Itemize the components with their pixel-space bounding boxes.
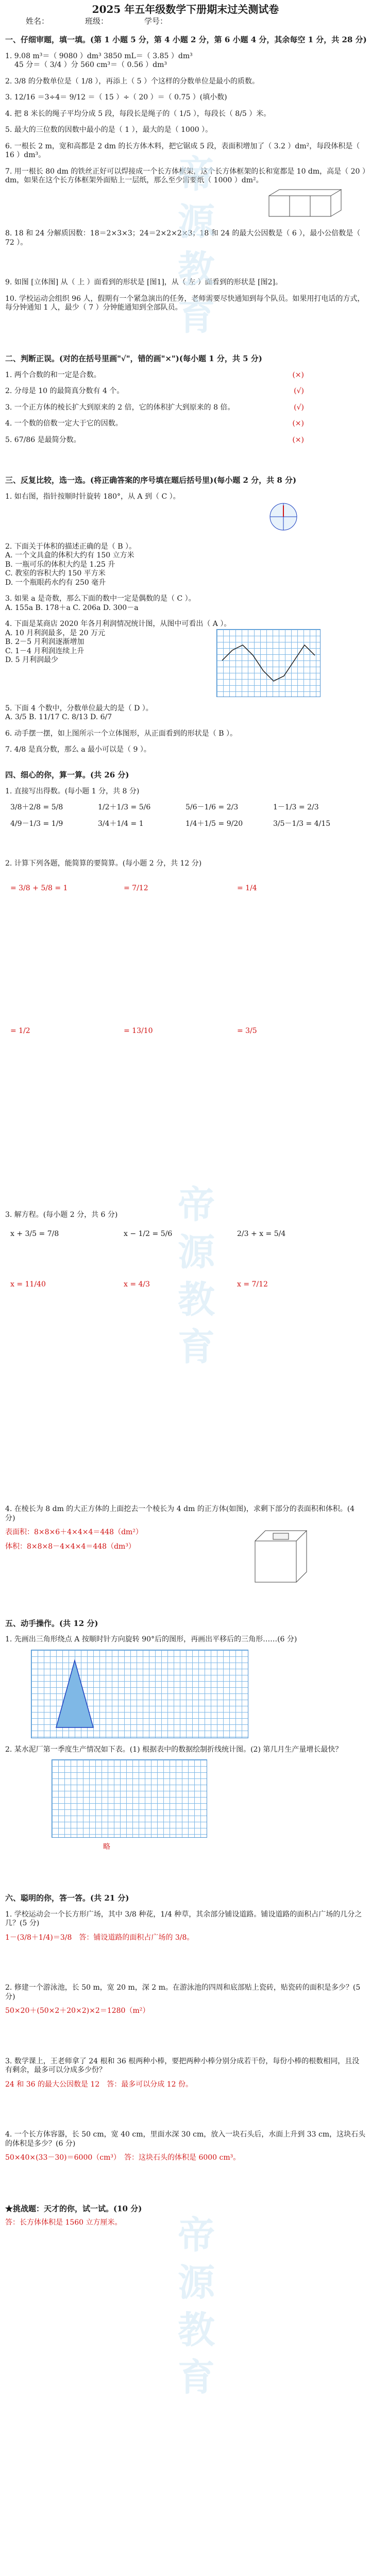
- answer: 表面积：8×8×6＋4×4×4＝448（dm²）: [5, 1528, 143, 1536]
- section-3-title: 三、反复比较，选一选。(将正确答案的序号填在题后括号里)(每小题 2 分，共 8 分): [5, 476, 297, 485]
- option: A. 155a B. 178＋a C. 206a D. 300－a: [5, 603, 139, 612]
- option: A. 10 月利润最多，是 20 万元: [5, 629, 105, 637]
- answer: 50×40×(33－30)＝6000（cm³） 答：这块石头的体积是 6000 cm³。: [5, 2154, 241, 2162]
- true-false-item: [0, 419, 371, 429]
- calc-item: 1/4＋1/5 = 9/20: [185, 819, 243, 828]
- calc-item: 3/5－1/3 = 4/15: [273, 819, 331, 828]
- question: 5. 最大的三位数的因数中最小的是（ 1 ），最大的是（ 1000 ）。: [5, 126, 213, 134]
- item-answer: (√): [294, 403, 304, 412]
- answer: 24 和 36 的最大公因数是 12 答：最多可以分成 12 份。: [5, 2080, 193, 2089]
- id-label: 学号：: [144, 16, 168, 26]
- subsection-title: 2. 计算下列各题，能简算的要简算。(每小题 2 分，共 12 分): [5, 859, 202, 868]
- item-text: 3. 一个正方体的棱长扩大到原来的 2 倍，它的体积扩大到原来的 8 倍。: [5, 403, 235, 412]
- item-text: 5. 67/86 是最简分数。: [5, 435, 81, 444]
- section-1-title: 一、仔细审题，填一填。(第 1 小题 5 分，第 4 小题 2 分，第 6 小题 4 分，其余每空 1 分，共 28 分): [5, 35, 367, 44]
- question: 3. 如果 a 是奇数，那么下面的数中一定是偶数的是（ C ）。: [5, 595, 196, 603]
- item-answer: (×): [292, 419, 304, 428]
- profit-line-chart: [216, 629, 321, 697]
- calc-work: = 3/8 + 5/8 = 1 = 7/12 = 1/4: [10, 884, 257, 892]
- calc-row: [0, 803, 371, 812]
- rotation-grid: [0, 1650, 371, 1738]
- question: 3. 数学课上，王老师拿了 24 根和 36 根两种小棒，要把两种小棒分别分成若干份，每份小棒的根数相同，且没有剩余，最多可以分成多少份？: [5, 2057, 360, 2074]
- equation-answers: x = 11/40 x = 4/3 x = 7/12: [10, 1280, 268, 1289]
- question: 7. 用一根长 80 dm 的铁丝正好可以焊接成一个长方体框架，这个长方体框架的长和宽都是 10 dm，高是（ 20 ）dm，如果在这个长方体框架外面贴上一层纸，那么至少需要纸（ 1000 ）dm²。: [5, 167, 366, 185]
- option: B. 2－5 月利润逐渐增加: [5, 638, 85, 647]
- answer: 答：长方体体积是 1560 立方厘米。: [5, 2218, 122, 2227]
- answer: 略: [103, 1843, 110, 1852]
- calc-item: 4/9－1/3 = 1/9: [10, 819, 63, 828]
- item-answer: (×): [292, 435, 304, 444]
- question: 10. 学校运动会组织 96 人，假期有一个紧急演出的任务，老师需要尽快通知到每个队员。如果用打电话的方式，每分钟通知 1 人，最少（ 7 ）分钟能通知到全部队员。: [5, 294, 365, 312]
- question: 3. 12/16 ＝3÷4＝ 9/12 ＝（ 15 ）÷（ 20 ）＝（ 0.75 ）(填小数): [5, 93, 227, 102]
- subsection-title: 3. 解方程。(每小题 2 分，共 6 分): [5, 1210, 118, 1219]
- question: 4. 一个长方体容器，长 50 cm，宽 40 cm，里面水深 30 cm，放入一块石头后，水面上升到 33 cm，这块石头的体积是多少？(6 分): [5, 2130, 366, 2148]
- question: 6. 动手摆一摆，如上图所示一个立体图形，从正面看到的形状是（ B ）。: [5, 729, 237, 738]
- question: 2. 修建一个游泳池，长 50 m，宽 20 m，深 2 m。在游泳池的四周和底部贴上瓷砖，贴瓷砖的面积是多少？(5 分): [5, 1984, 361, 2001]
- bonus-title: ★挑战题：天才的你，试一试。(10 分): [5, 2204, 142, 2213]
- question: 1. 学校运动会一个长方形广场，其中 3/8 种花，1/4 种草，其余部分铺设道路。铺设道路的面积占广场的几分之几？(5 分): [5, 1910, 362, 1927]
- class-label: 班级：: [85, 16, 109, 26]
- item-answer: (×): [292, 370, 304, 379]
- calc-work: = 1/2 = 13/10 = 3/5: [10, 1027, 257, 1035]
- exam-title: 2025 年五年级数学下册期末过关测试卷: [92, 3, 279, 15]
- option: B. 一瓶可乐的体积大约是 1.25 升: [5, 560, 115, 569]
- question: 5. 下面 4 个数中，分数单位最大的是（ D ）。: [5, 704, 153, 713]
- answer: 50×20＋(50×2＋20×2)×2＝1280（m²）: [5, 2007, 150, 2015]
- section-5-title: 五、动手操作。(共 12 分): [5, 1618, 98, 1628]
- option: C. 1－4 月利润连续上升: [5, 647, 85, 655]
- answer: 1－(3/8＋1/4)＝3/8 答：铺设道路的面积占广场的 3/8。: [5, 1933, 194, 1942]
- item-text: 4. 一个数的倍数一定大于它的因数。: [5, 419, 123, 428]
- section-2-title: 二、判断正误。(对的在括号里画"√"，错的画"×")(每小题 1 分，共 5 分): [5, 353, 262, 363]
- mental-calc-grid: [0, 803, 371, 828]
- item-text: 1. 两个合数的和一定是合数。: [5, 370, 101, 379]
- question: 45 分＝（ 3/4 ）分 560 cm³＝（ 0.56 ）dm³: [14, 61, 167, 70]
- question: 4. 在棱长为 8 dm 的大正方体的上面挖去一个棱长为 4 dm 的正方体(如图)，求剩下部分的表面积和体积。(4 分): [5, 1505, 355, 1522]
- calc-row: [0, 820, 371, 829]
- question: 1. 9.08 m³＝（ 9080 ）dm³ 3850 mL＝（ 3.85 ）dm³: [5, 52, 193, 60]
- dial-figure: [0, 501, 371, 535]
- option: D. 一个瓶眼药水约有 250 毫升: [5, 578, 106, 587]
- cuboid-frame-figure: [0, 189, 371, 223]
- true-false-item: [0, 436, 371, 445]
- student-info: [0, 16, 371, 30]
- option: C. 教室的容积大约 150 平方米: [5, 569, 106, 578]
- true-false-item: [0, 371, 371, 380]
- calc-item: 5/6－1/6 = 2/3: [185, 803, 239, 811]
- question: 2. 某水泥厂第一季度生产情况如下表。(1) 根据表中的数据绘制折线统计图。(2) 第几月生产量增长最快？: [5, 1745, 343, 1754]
- option: A. 3/5 B. 11/17 C. 8/13 D. 6/7: [5, 713, 112, 722]
- cement-line-chart: [0, 1759, 371, 1838]
- question: 2. 下面关于体积的描述正确的是（ B ）。: [5, 542, 136, 551]
- equations: x + 3/5 = 7/8 x − 1/2 = 5/6 2/3 + x = 5/4: [10, 1230, 286, 1238]
- name-label: 姓名：: [26, 16, 49, 26]
- calc-item: 1/2＋1/3 = 5/6: [98, 803, 151, 811]
- true-false-list: [0, 371, 371, 445]
- question: 6. 一根长 2 m，宽和高都是 2 dm 的长方体木料，把它锯成 5 段，表面积增加了（ 3.2 ）dm²，每段体积是（ 16 ）dm³。: [5, 142, 360, 160]
- option: A. 一个文具盒的体积大约有 150 立方米: [5, 551, 134, 560]
- question: 9. 如图 [立体图] 从（ 上 ）面看到的形状是 [图1]，从（ 左 ）面看到的形状是 [图2]。: [5, 278, 282, 287]
- question: 2. 3/8 的分数单位是（ 1/8 ），再添上（ 5 ）个这样的分数单位是最小的质数。: [5, 77, 260, 86]
- section-6-title: 六、聪明的你，答一答。(共 21 分): [5, 1893, 129, 1903]
- calc-item: 1－1/3 = 2/3: [273, 803, 319, 811]
- subsection-title: 1. 直接写出得数。(每小题 1 分，共 8 分): [5, 787, 140, 795]
- watermark: 帝源教育: [172, 155, 215, 344]
- item-text: 2. 分母是 10 的最简真分数有 4 个。: [5, 387, 124, 395]
- question: 1. 如右图，指针按顺时针旋转 180°，从 A 到（ C ）。: [5, 492, 180, 501]
- item-answer: (√): [294, 387, 304, 395]
- equation-area: [0, 1230, 371, 1498]
- watermark: 帝源教育: [172, 2215, 215, 2405]
- option: D. 5 月利润最少: [5, 656, 58, 665]
- question: 4. 把 8 米长的绳子平均分成 5 段，每段长是绳子的（ 1/5 ），每段长（ 8/5 ）米。: [5, 109, 271, 118]
- work-area: [0, 884, 371, 1204]
- true-false-item: [0, 387, 371, 396]
- cube-figure: [252, 1528, 309, 1588]
- question: 4. 下面是某商店 2020 年各月利润情况统计图，从图中可看出（ A ）。: [5, 620, 231, 629]
- calc-item: 3/8＋2/8 = 5/8: [10, 803, 63, 811]
- question: 8. 18 和 24 分解质因数：18＝2×3×3；24＝2×2×2×3；18 和 24 的最大公因数是（ 6 ），最小公倍数是（ 72 ）。: [5, 229, 361, 247]
- question: 7. 4/8 是真分数，那么 a 最小可以是（ 9 ）。: [5, 745, 151, 754]
- section-4-title: 四、细心的你，算一算。(共 26 分): [5, 770, 129, 779]
- calc-item: 3/4＋1/4 = 1: [98, 819, 144, 828]
- watermark: 帝源教育: [172, 1185, 215, 1375]
- answer: 体积：8×8×8－4×4×4＝448（dm³）: [5, 1542, 136, 1551]
- question: 1. 先画出三角形绕点 A 按顺时针方向旋转 90°后的图形，再画出平移后的三角形……(6 分): [5, 1635, 297, 1644]
- true-false-item: [0, 403, 371, 413]
